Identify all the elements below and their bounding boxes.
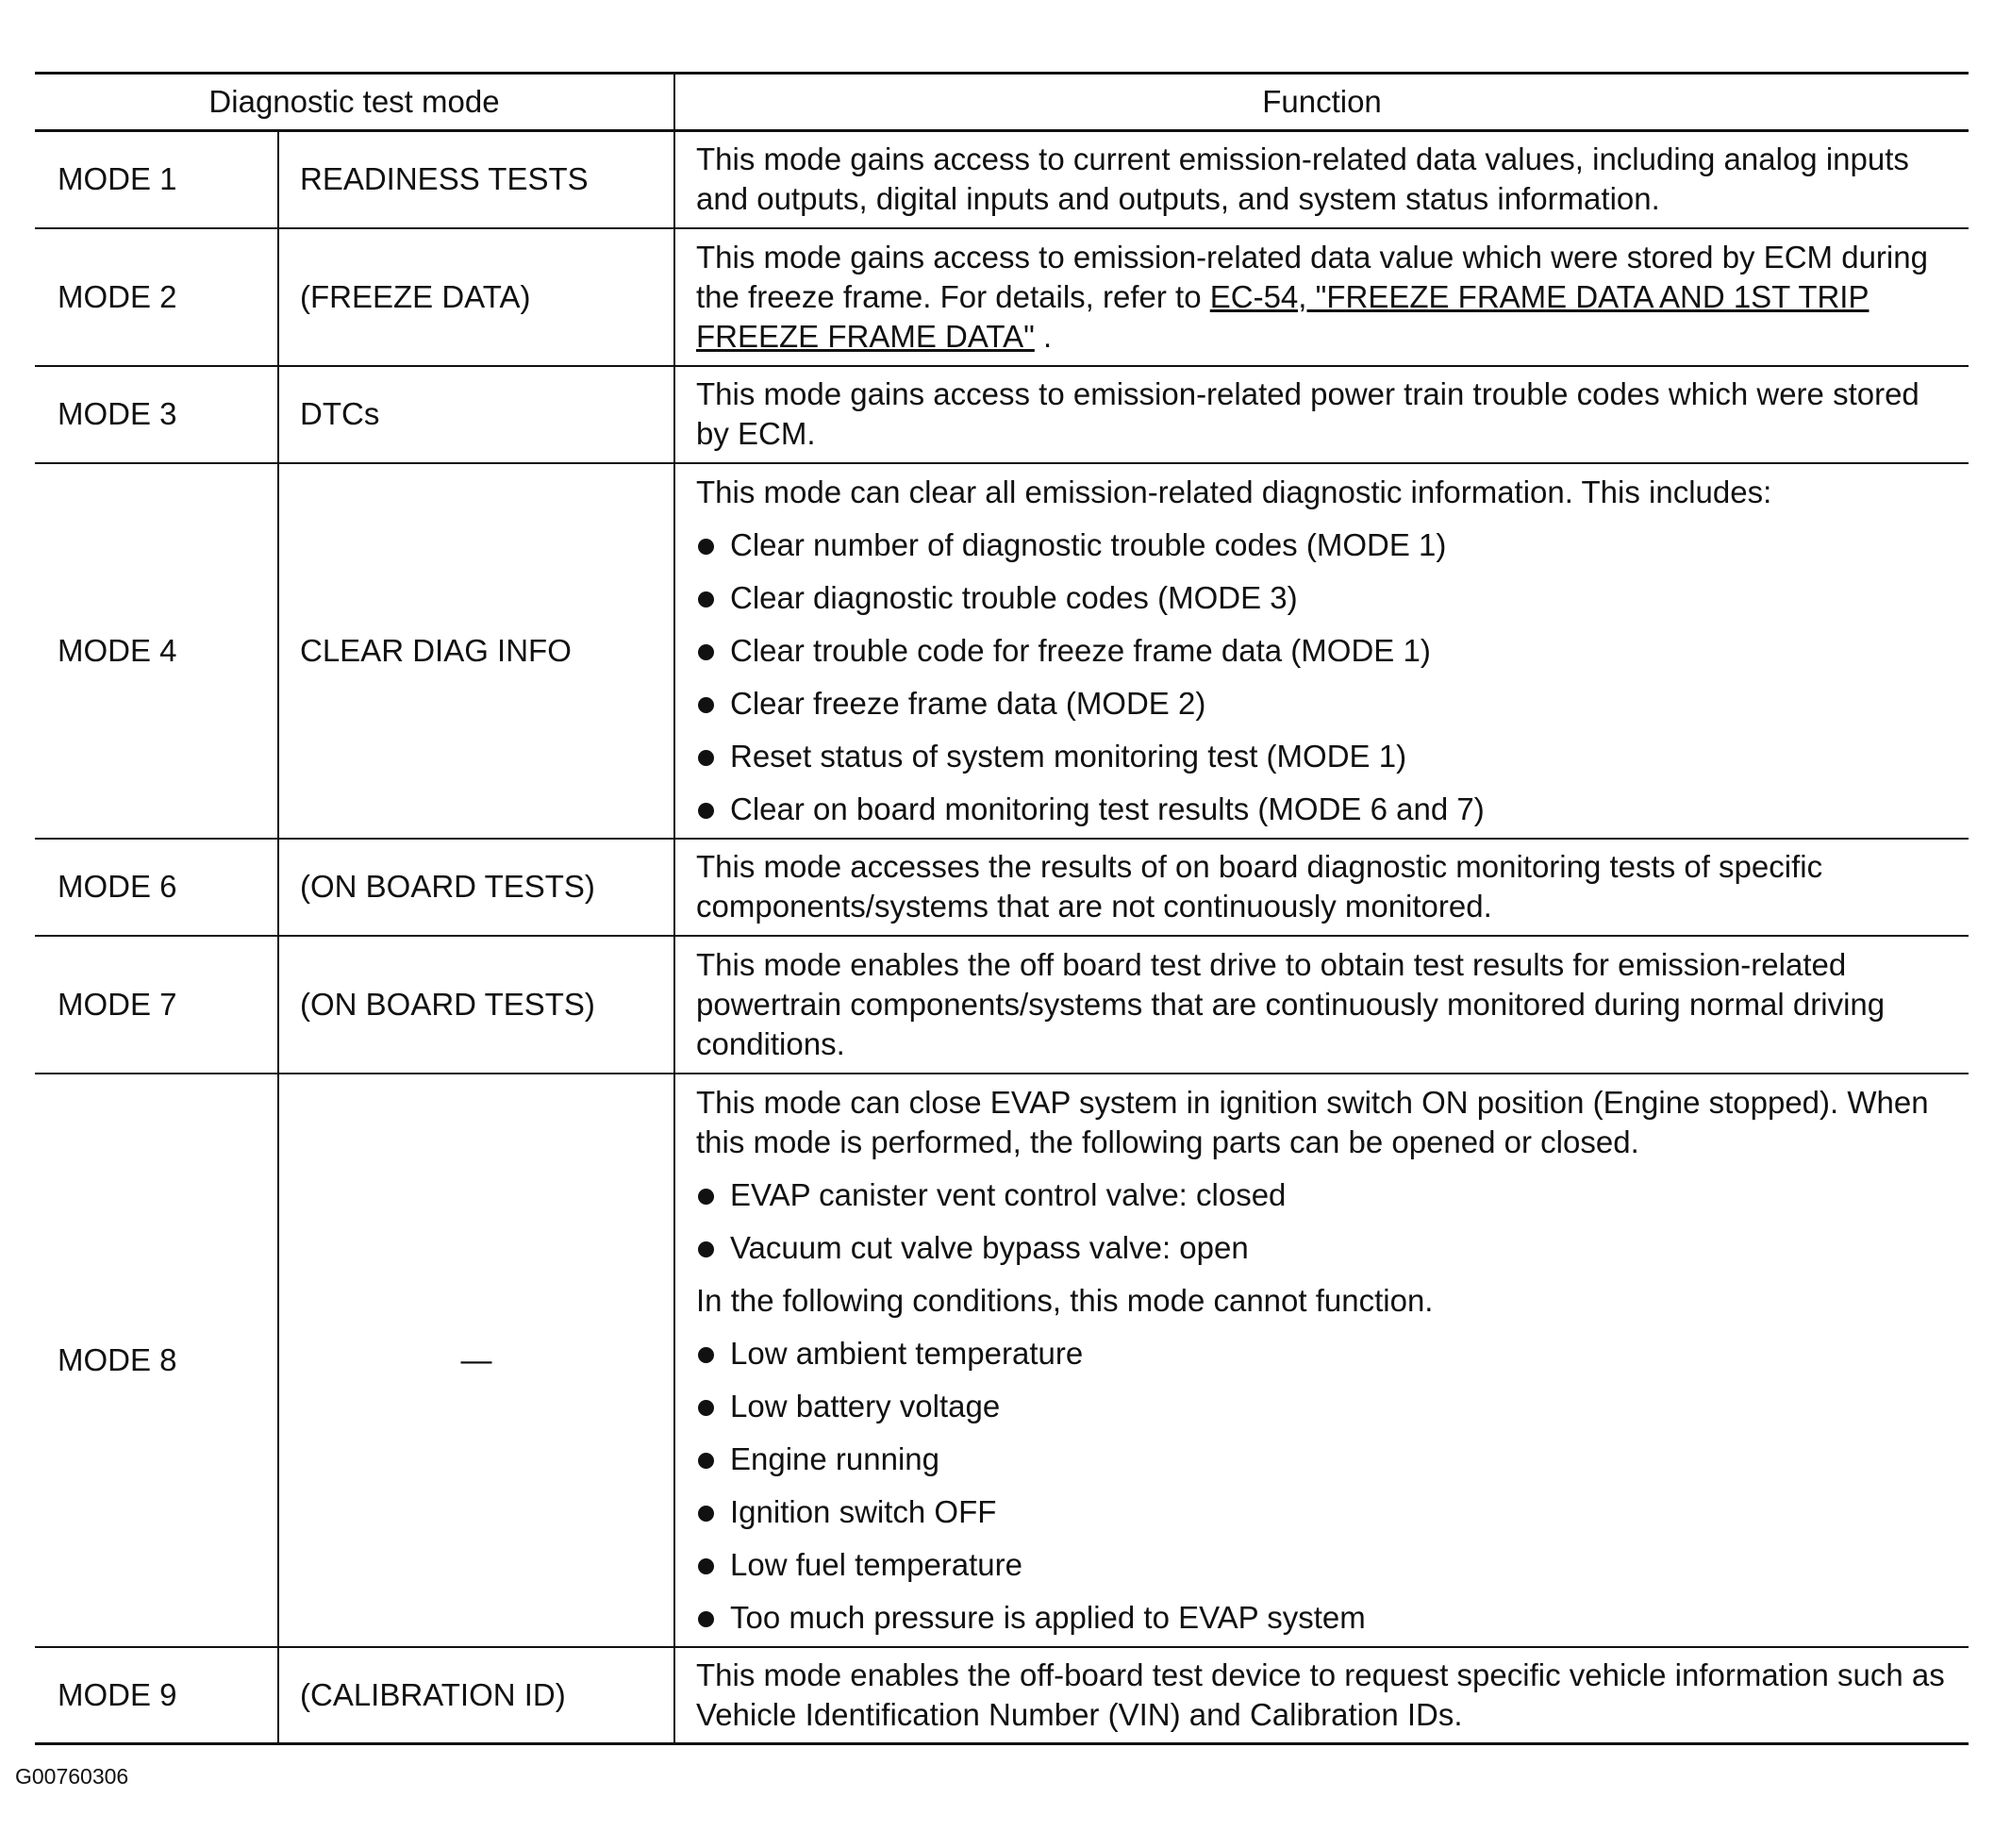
list-item [696,1545,1948,1585]
function-text: This mode gains access to emission-related power train trouble codes which were stored by ECM. [696,376,1919,451]
list-item-text: Clear trouble code for freeze frame data (MODE 1) [730,632,1431,668]
list-item [696,1228,1948,1268]
table-row [35,366,1969,463]
figure-id: G00760306 [15,1764,129,1789]
list-item-text: Ignition switch OFF [730,1493,997,1529]
mode-number: MODE 6 [35,839,278,936]
mode-name: — [278,1074,674,1647]
function-text [696,238,1948,357]
list-item [696,790,1948,829]
list-item [696,631,1948,671]
mode-function [674,936,1969,1074]
bullet-list [696,1334,1948,1638]
list-item-text: Clear number of diagnostic trouble codes (MODE 1) [730,526,1447,562]
mode-name: (ON BOARD TESTS) [278,936,674,1074]
table-row [35,463,1969,839]
diagnostic-mode-table [35,72,1969,1745]
bullet-icon [698,1558,714,1574]
bullet-list [696,1175,1948,1268]
mode-number: MODE 8 [35,1074,278,1647]
bullet-icon [698,1400,714,1416]
mode-function [674,366,1969,463]
function-text: This mode enables the off-board test device to request specific vehicle information such as Vehicle Identification Number (VIN) and Calibration IDs. [696,1657,1945,1732]
function-text: This mode enables the off board test drive to obtain test results for emission-related powertrain components/systems that are continuously monitored during normal driving conditions. [696,946,1886,1061]
mode-function [674,1074,1969,1647]
mode-function [674,1647,1969,1744]
bullet-icon [698,1611,714,1627]
mode-number: MODE 1 [35,131,278,228]
list-item-text: Too much pressure is applied to EVAP system [730,1599,1366,1635]
list-item-text: Vacuum cut valve bypass valve: open [730,1229,1249,1265]
list-item [696,737,1948,776]
list-item-text: Clear freeze frame data (MODE 2) [730,685,1206,721]
list-item [696,525,1948,565]
list-item-text: Reset status of system monitoring test (MODE 1) [730,738,1407,774]
table-row [35,228,1969,366]
bullet-icon [698,697,714,713]
mode-name: (FREEZE DATA) [278,228,674,366]
list-item [696,1334,1948,1374]
list-item [696,1440,1948,1479]
function-intro: In the following conditions, this mode cannot function. [696,1282,1434,1318]
bullet-icon [698,591,714,608]
mode-number: MODE 7 [35,936,278,1074]
header-function: Function [674,74,1969,131]
bullet-icon [698,750,714,766]
table-header [35,74,1969,131]
mode-name: CLEAR DIAG INFO [278,463,674,839]
bullet-icon [698,1506,714,1522]
list-item [696,1387,1948,1426]
list-item [696,578,1948,618]
mode-number: MODE 3 [35,366,278,463]
table-row [35,131,1969,228]
function-intro: This mode can close EVAP system in ignition switch ON position (Engine stopped). When this mode is performed, the following parts can be opened or closed. [696,1084,1929,1159]
mode-number: MODE 9 [35,1647,278,1744]
function-text: This mode accesses the results of on board diagnostic monitoring tests of specific components/systems that are not continuously monitored. [696,849,1823,924]
list-item-text: Engine running [730,1440,940,1476]
list-item [696,1492,1948,1532]
mode-function [674,228,1969,366]
function-text: This mode gains access to current emission-related data values, including analog inputs and outputs, digital inputs and outputs, and system status information. [696,142,1909,217]
bullet-icon [698,1189,714,1205]
list-item-text: Low fuel temperature [730,1546,1023,1582]
list-item [696,684,1948,724]
table-row [35,839,1969,936]
bullet-icon [698,803,714,819]
bullet-icon [698,1453,714,1469]
document [35,72,1969,1745]
mode-function [674,839,1969,936]
table-row [35,1074,1969,1647]
list-item-text: Clear on board monitoring test results (MODE 6 and 7) [730,791,1485,826]
header-diagnostic-test-mode: Diagnostic test mode [35,74,674,131]
list-item-text: Low battery voltage [730,1388,1001,1423]
freeze-frame-reference-link[interactable]: EC-54, "FREEZE FRAME DATA AND 1ST TRIP FREEZE FRAME DATA" [696,278,1869,354]
table-row [35,1647,1969,1744]
mode-name: (ON BOARD TESTS) [278,839,674,936]
table-row [35,936,1969,1074]
list-item-text: Clear diagnostic trouble codes (MODE 3) [730,579,1298,615]
list-item [696,1598,1948,1638]
list-item [696,1175,1948,1215]
bullet-icon [698,644,714,660]
table-body [35,131,1969,1744]
bullet-icon [698,539,714,555]
list-item-text: EVAP canister vent control valve: closed [730,1176,1287,1212]
bullet-list [696,525,1948,829]
mode-name: DTCs [278,366,674,463]
mode-function [674,463,1969,839]
list-item-text: Low ambient temperature [730,1335,1084,1371]
bullet-icon [698,1347,714,1363]
mode-number: MODE 2 [35,228,278,366]
mode-number: MODE 4 [35,463,278,839]
mode-name: (CALIBRATION ID) [278,1647,674,1744]
mode-function [674,131,1969,228]
function-text-tail: . [1034,318,1053,354]
header-row [35,74,1969,131]
bullet-icon [698,1241,714,1257]
function-text-lead: This mode gains access to emission-related data value which were stored by ECM during the freeze frame. For details, refer to [696,239,1928,314]
mode-name: READINESS TESTS [278,131,674,228]
function-intro: This mode can clear all emission-related diagnostic information. This includes: [696,474,1772,509]
